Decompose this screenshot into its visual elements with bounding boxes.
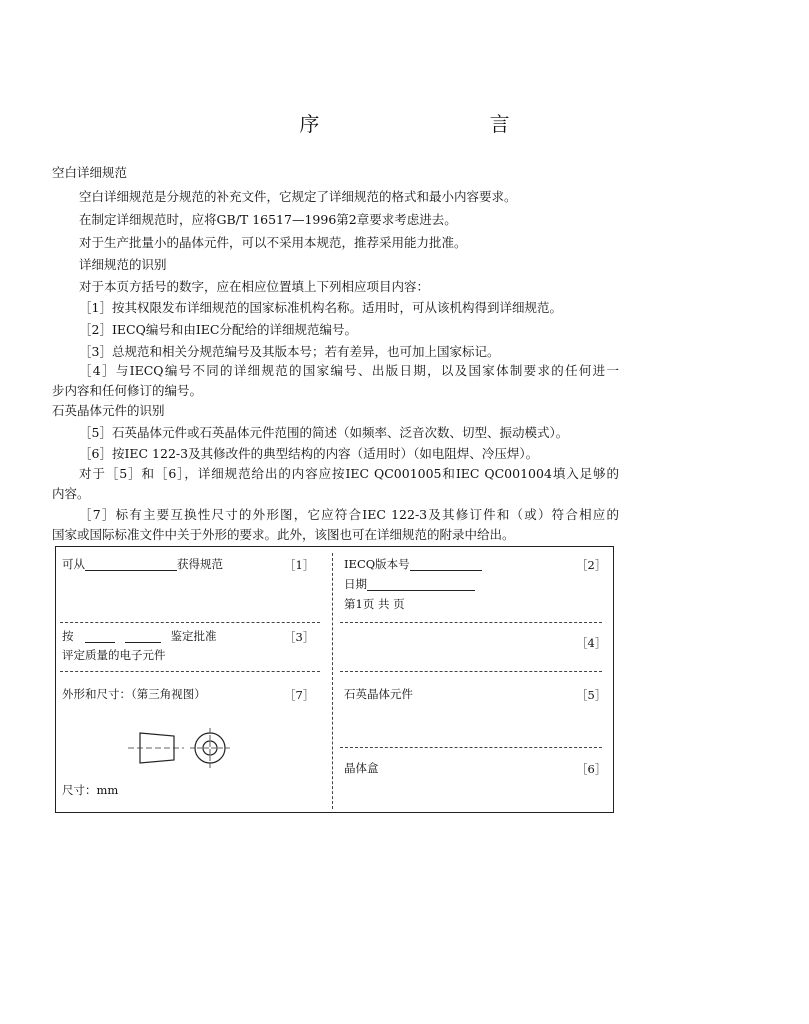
- row-divider: [340, 747, 602, 748]
- ref-number: ［6］: [576, 762, 607, 776]
- blank-line: [85, 559, 177, 571]
- paragraph: ［4］与IECQ编号不同的详细规范的国家编号、出版日期，以及国家体制要求的任何进一: [79, 363, 619, 378]
- paragraph: ［3］总规范和相关分规范编号及其版本号；若有差异，也可加上国家标记。: [79, 344, 500, 359]
- column-divider: [332, 553, 333, 809]
- cell-outline: 外形和尺寸：（第三角视图）: [62, 687, 206, 701]
- paragraph: ［5］石英晶体元件或石英晶体元件范围的简述（如频率、泛音次数、切型、振动模式）。: [79, 425, 569, 440]
- cell-crystal-unit: 石英晶体元件: [344, 687, 413, 701]
- row-divider: [340, 671, 602, 672]
- unit-label: 尺寸：mm: [62, 783, 119, 797]
- paragraph: ［6］按IEC 122-3及其修改件的典型结构的内容（适用时）（如电阻焊、冷压焊）。: [79, 446, 539, 461]
- paragraph: ［1］按其权限发布详细规范的国家标准机构名称。适用时，可从该机构得到详细规范。: [79, 300, 562, 315]
- paragraph: 对于本页方括号的数字，应在相应位置填上下列相应项目内容：: [79, 279, 430, 294]
- section-heading: 空白详细规范: [52, 165, 128, 180]
- ref-number: ［1］: [284, 558, 315, 572]
- blank-line: [410, 559, 482, 571]
- cell-publisher: 可从 获得规范: [62, 557, 223, 571]
- cell-approval: 按 鉴定批准: [62, 629, 217, 643]
- ref-number: ［7］: [284, 688, 315, 702]
- section-heading: 石英晶体元件的识别: [52, 403, 165, 418]
- cell-iecq: IECQ版本号: [344, 557, 482, 571]
- paragraph: 国家或国际标准文件中关于外形的要求。此外，该图也可在详细规范的附录中给出。: [52, 527, 515, 542]
- paragraph: ［2］IECQ编号和由IEC分配给的详细规范编号。: [79, 322, 357, 337]
- paragraph: 步内容和任何修订的编号。: [52, 383, 203, 398]
- cell-page: 第1页 共 页: [344, 597, 405, 611]
- row-divider: [340, 622, 602, 623]
- paragraph: 空白详细规范是分规范的补充文件，它规定了详细规范的格式和最小内容要求。: [79, 189, 517, 204]
- row-divider: [60, 622, 320, 623]
- row-divider: [60, 671, 320, 672]
- cell-component: 评定质量的电子元件: [62, 648, 166, 662]
- blank-line: [367, 579, 475, 591]
- ref-number: ［2］: [576, 558, 607, 572]
- ref-number: ［3］: [284, 630, 315, 644]
- cell-date: 日期: [344, 577, 475, 591]
- page-title: 序 言: [299, 112, 592, 136]
- cell-crystal-case: 晶体盒: [344, 761, 379, 775]
- outline-drawing: [126, 725, 236, 771]
- paragraph: 在制定详细规范时，应将GB/T 16517—1996第2章要求考虑进去。: [79, 212, 457, 227]
- ref-number: ［4］: [576, 636, 607, 650]
- section-heading: 详细规范的识别: [79, 257, 167, 272]
- paragraph: 对于［5］和［6］，详细规范给出的内容应按IEC QC001005和IEC QC001004填入足够的: [79, 466, 619, 481]
- ref-number: ［5］: [576, 688, 607, 702]
- form-table: [55, 546, 614, 813]
- paragraph: ［7］标有主要互换性尺寸的外形图，它应符合IEC 122-3及其修订件和（或）符合相应的: [79, 507, 619, 522]
- blank-line: [125, 631, 161, 643]
- paragraph: 内容。: [52, 486, 90, 501]
- paragraph: 对于生产批量小的晶体元件，可以不采用本规范，推荐采用能力批准。: [79, 235, 467, 250]
- blank-line: [85, 631, 115, 643]
